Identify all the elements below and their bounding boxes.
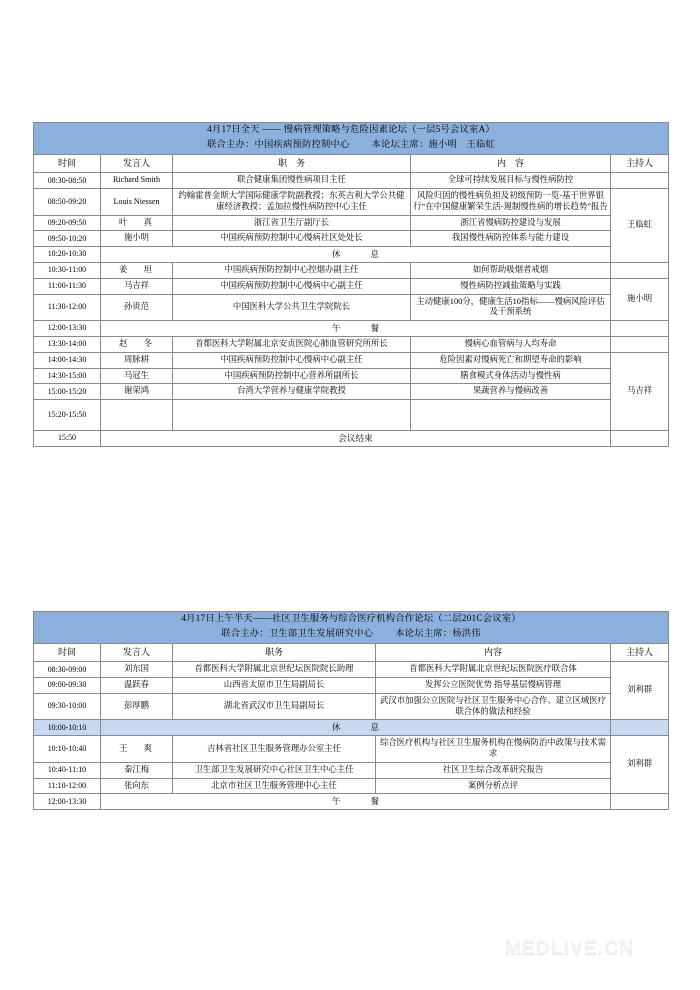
cell-content: 主动健康100分，健康生活10指标——慢病风险评估及干预系统 [411,294,611,321]
cell-speaker: 孙贵范 [101,294,173,321]
cell-speaker: 赵 冬 [101,337,173,353]
cell-position: 首都医科大学附属北京安贞医院心肺血管研究所所长 [173,337,411,353]
cell-host [611,720,669,736]
break-row [34,247,669,263]
cell-content: 危险因素对慢病死亡和期望寿命的影响 [411,352,611,368]
session-row [34,678,669,694]
cell-position: 浙江省卫生厅副厅长 [173,215,411,231]
cell-content: 武汉市加强公立医院与社区卫生服务中心合作、建立区域医疗联合体的做法和经验 [376,693,611,720]
cell-time: 08:30-08:50 [34,173,101,189]
col-header-position: 职务 [173,643,376,662]
cell-time: 12:00-13:30 [34,794,101,810]
cell-position: 北京市社区卫生服务管理中心主任 [173,778,376,794]
cell-time: 08:30-09:00 [34,662,101,678]
cell-position: 卫生部卫生发展研究中心社区卫生中心主任 [173,762,376,778]
session-row [34,263,669,279]
cell-host: 刘利群 [611,662,669,720]
forum-banner-row [34,123,669,155]
cell-speaker: 温跃春 [101,678,173,694]
forum-title: 4月17日全天 —— 慢病管理策略与危险因素论坛（一层5号会议室A） [207,125,495,135]
cell-position: 湖北省武汉市卫生局副局长 [173,693,376,720]
forum-chair: 本论坛主席：施小明 王临虹 [371,139,495,150]
cell-position [173,400,411,431]
cell-host [611,321,669,337]
break-row [34,720,669,736]
cell-speaker: 叶 真 [101,215,173,231]
cell-content: 膳食模式身体活动与慢性病 [411,368,611,384]
forum-banner [34,123,669,155]
cell-speaker: 彭厚鹏 [101,693,173,720]
cell-speaker: 刘东国 [101,662,173,678]
cell-content: 我国慢性病防控体系与能力建设 [411,231,611,247]
cell-speaker: 秦江梅 [101,762,173,778]
agenda-table-forum-2 [33,611,669,810]
agenda-table-forum-1 [33,122,669,447]
session-row [34,352,669,368]
forum-coorganizer: 联合主办：中国疾病预防控制中心 [207,139,350,150]
cell-speaker [101,400,173,431]
column-header-row [34,154,669,173]
session-row [34,215,669,231]
cell-content: 综合医疗机构与社区卫生服务机构在慢病防治中政策与技术需求 [376,736,611,763]
cell-time: 13:30-14:00 [34,337,101,353]
cell-position: 联合健康集团慢性病项目主任 [173,173,411,189]
cell-time: 08:50-09:20 [34,189,101,216]
cell-position: 台湾大学营养与健康学院教授 [173,384,411,400]
forum-coorganizer: 联合主办：卫生部卫生发展研究中心 [221,628,374,639]
cell-position: 吉林省社区卫生服务管理办公室主任 [173,736,376,763]
cell-content: 案例分析点评 [376,778,611,794]
session-row [34,173,669,189]
col-header-content: 内 容 [411,154,611,173]
session-row [34,736,669,763]
session-row [34,384,669,400]
session-row [34,294,669,321]
cell-time: 10:00-10:10 [34,720,101,736]
break-row [34,321,669,337]
col-header-time: 时间 [34,154,101,173]
cell-speaker: 王 爽 [101,736,173,763]
cell-position: 山西省太原市卫生局副局长 [173,678,376,694]
session-row [34,400,669,431]
cell-time: 09:50-10:20 [34,231,101,247]
cell-time: 15:50 [34,431,101,447]
cell-content: 慢性病防控减盐策略与实践 [411,278,611,294]
cell-content [411,400,611,431]
col-header-host: 主持人 [611,154,669,173]
cell-speaker: 施小明 [101,231,173,247]
cell-time: 14:30-15:00 [34,368,101,384]
cell-speaker: 张向东 [101,778,173,794]
cell-content: 全球可持续发展目标与慢性病防控 [411,173,611,189]
cell-content: 发挥公立医院优势 指导基层慢病管理 [376,678,611,694]
cell-position: 中国疾病预防控制中心控烟办副主任 [173,263,411,279]
session-row [34,762,669,778]
cell-host: 马吉祥 [611,352,669,430]
cell-content: 浙江省慢病防控建设与发展 [411,215,611,231]
cell-time: 14:00-14:30 [34,352,101,368]
forum-chair: 本论坛主席：杨洪伟 [395,628,481,639]
cell-content: 如何帮助吸烟者戒烟 [411,263,611,279]
cell-speaker: 姜 垣 [101,263,173,279]
cell-time: 11:30-12:00 [34,294,101,321]
session-row [34,368,669,384]
cell-break-label: 午 餐 [101,321,611,337]
cell-content: 果蔬营养与慢病改善 [411,384,611,400]
cell-speaker: Louis Niessen [101,189,173,216]
cell-time: 15:00-15:20 [34,384,101,400]
forum-subtitle [36,140,666,152]
cell-speaker: 周脉耕 [101,352,173,368]
session-row [34,278,669,294]
cell-speaker: 谢荣鸿 [101,384,173,400]
break-row [34,431,669,447]
cell-time: 10:10-10:40 [34,736,101,763]
session-row [34,231,669,247]
cell-time: 09:20-09:50 [34,215,101,231]
cell-position: 约翰霍普金斯大学国际健康学院副教授；东英吉利大学公共健康经济教授；孟加拉慢性病防控中心主任 [173,189,411,216]
watermark: MEDLIVE.CN [505,938,635,959]
cell-speaker: 马冠生 [101,368,173,384]
cell-host [611,337,669,353]
cell-host: 施小明 [611,278,669,320]
cell-time: 11:00-11:30 [34,278,101,294]
cell-host [611,263,669,279]
cell-break-label: 休 息 [101,247,611,263]
cell-time: 09:30-10:00 [34,693,101,720]
cell-host: 王临虹 [611,189,669,263]
forum-banner [34,612,669,644]
session-row [34,693,669,720]
cell-position: 首都医科大学附属北京世纪坛医院院长助理 [173,662,376,678]
cell-time: 09:00-09:30 [34,678,101,694]
col-header-content: 内容 [376,643,611,662]
cell-time: 10:20-10:30 [34,247,101,263]
col-header-speaker: 发言人 [101,643,173,662]
forum-subtitle [36,629,666,641]
break-row [34,794,669,810]
column-header-row [34,643,669,662]
forum-banner-row [34,612,669,644]
cell-content: 首都医科大学附属北京世纪坛医院医疗联合体 [376,662,611,678]
session-row [34,778,669,794]
cell-content: 社区卫生综合改革研究报告 [376,762,611,778]
cell-host [611,173,669,189]
cell-speaker: Richard Smith [101,173,173,189]
cell-speaker: 马吉祥 [101,278,173,294]
cell-position: 中国医科大学公共卫生学院院长 [173,294,411,321]
forum-title: 4月17日上午半天——社区卫生服务与综合医疗机构合作论坛（二层201C会议室） [181,614,521,624]
col-header-host: 主持人 [611,643,669,662]
cell-content: 风险归因的慢性病负担及初级预防一览-基于世界银行“在中国健康繁荣生活-遏制慢性病的增长趋势”报告 [411,189,611,216]
cell-host [611,431,669,447]
session-row [34,189,669,216]
cell-time: 15:20-15:50 [34,400,101,431]
col-header-time: 时间 [34,643,101,662]
cell-break-label: 休 息 [101,720,611,736]
cell-break-label: 会议结束 [101,431,611,447]
cell-position: 中国疾病预防控制中心慢病中心副主任 [173,278,411,294]
col-header-position: 职 务 [173,154,411,173]
cell-time: 10:40-11:10 [34,762,101,778]
session-row [34,662,669,678]
cell-position: 中国疾病预防控制中心慢病社区处处长 [173,231,411,247]
cell-position: 中国疾病预防控制中心营养所副所长 [173,368,411,384]
cell-content: 慢病心血管病与人均寿命 [411,337,611,353]
cell-break-label: 午 餐 [101,794,611,810]
cell-time: 10:30-11:00 [34,263,101,279]
cell-host: 刘利群 [611,736,669,794]
session-row [34,337,669,353]
col-header-speaker: 发言人 [101,154,173,173]
cell-host [611,794,669,810]
cell-time: 11:10-12:00 [34,778,101,794]
cell-position: 中国疾病预防控制中心慢病中心副主任 [173,352,411,368]
cell-time: 12:00-13:30 [34,321,101,337]
